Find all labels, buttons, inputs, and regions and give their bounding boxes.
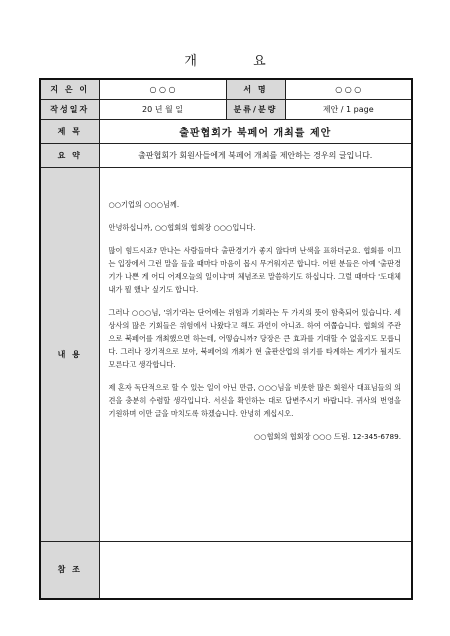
content-row (40, 167, 412, 541)
category-label: 분류/분량 (226, 99, 285, 119)
author-row (40, 79, 412, 99)
letter-signature: ○○협회의 협회장 ○○○ 드림. 12-345-6789. (254, 431, 401, 441)
subject-value: 출판협회가 북페어 개최를 제안 (99, 119, 412, 143)
author-label: 지 은 이 (40, 79, 99, 99)
summary-label: 요 약 (40, 143, 99, 167)
document-form-table (39, 78, 413, 600)
subject-row (40, 119, 412, 143)
content-body (99, 167, 412, 541)
date-value: 20 년 월 일 (99, 99, 226, 119)
subject-label: 제 목 (40, 119, 99, 143)
body-paragraph-1: 많이 힘드시죠? 만나는 사람들마다 출판경기가 좋지 않다며 난색을 표하더군요. 협회를 이끄는 입장에서 그런 말을 들을 때마다 마음이 몹시 무거워지곤 합니다. 어떤 분들은 아예 '출판경기가 나쁜 게 어디 어제오늘의 일이냐'며 체념조로 말씀하기도 하십니다. 그럴 때마다 '도대체 내가 뭘 했나' 싶기도 합니다. (108, 245, 401, 294)
reference-label: 참 조 (40, 541, 99, 599)
author-value: ○ ○ ○ (99, 79, 226, 99)
greeting-paragraph: ○○기업의 ○○○님께. (108, 199, 180, 209)
content-label: 내 용 (40, 167, 99, 541)
body-paragraph-2: 그러나 ○○○님, '위기'라는 단어에는 위험과 기회라는 두 가지의 뜻이 함축되어 있습니다. 세상사의 많은 기회들은 위험에서 나왔다고 해도 과언이 아니죠. 하여 여쭙습니다. 협회의 주관으로 북페어를 개최했으면 하는데, 어떻습니까? 당장은 큰 효과를 기대할 수 없을지도 모릅니다. 그러나 장기적으로 보아, 북페어의 개최가 현 출판산업의 위기를 타계하는 계기가 될지도 모른다고 생각합니다. (108, 307, 401, 369)
signature-label: 서 명 (226, 79, 285, 99)
date-label: 작성일자 (40, 99, 99, 119)
signature-value: ○ ○ ○ (285, 79, 412, 99)
summary-row (40, 143, 412, 167)
date-row (40, 99, 412, 119)
category-value: 제안 / 1 page (285, 99, 412, 119)
document-title: 개 요 (184, 54, 292, 69)
closing-paragraph: 제 혼자 독단적으로 할 수 있는 일이 아닌 만큼, ○○○님을 비롯한 많은 회원사 대표님들의 의견을 충분히 수렴할 생각입니다. 서신을 확인하는 대로 답변주시기 바랍니다. 귀사의 번영을 기원하며 이만 글을 마치도록 하겠습니다. 안녕히 계십시오. (108, 382, 401, 418)
reference-value (99, 541, 412, 599)
reference-row (40, 541, 412, 599)
intro-paragraph: 안녕하십니까, ○○협회의 협회장 ○○○입니다. (108, 222, 256, 232)
summary-value: 출판협회가 회원사들에게 북페어 개최를 제안하는 경우의 글입니다. (99, 143, 412, 167)
